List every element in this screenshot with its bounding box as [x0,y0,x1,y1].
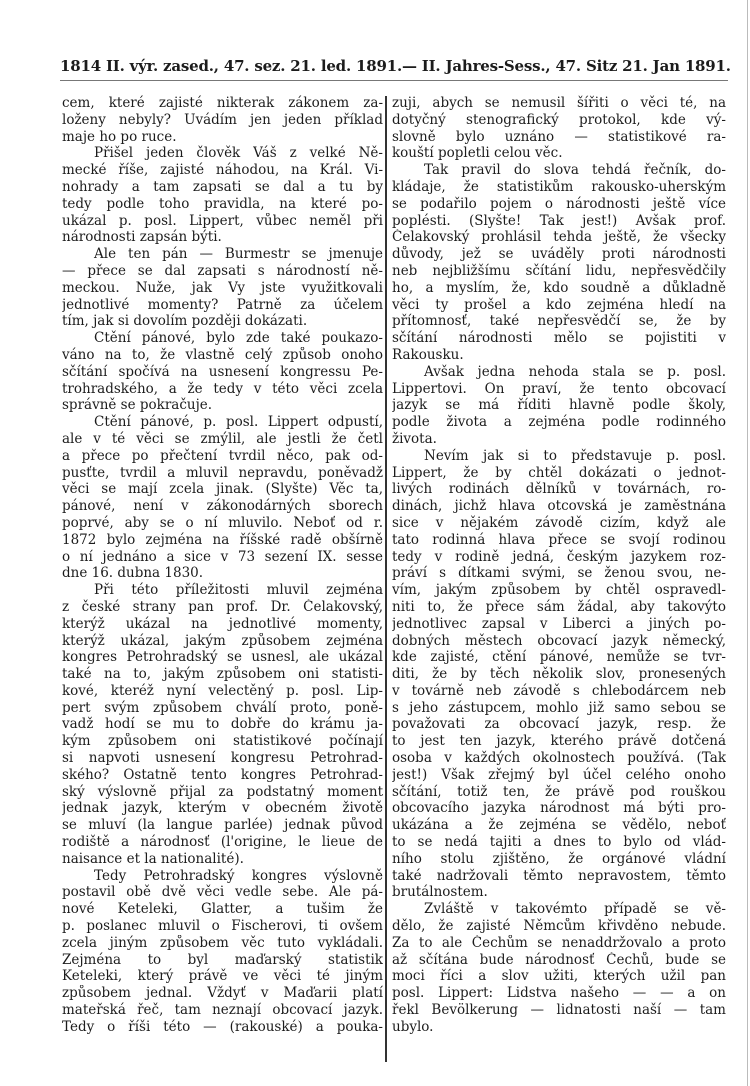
text-line: niti to, že přece sám žádal, aby takovýto [392,598,726,615]
text-line: tím, jak si dovolím později dokázati. [62,313,308,330]
text-line: zuji, abych se nemusil šířiti o věci té, na [392,95,726,111]
text-line: pert svým způsobem chválí proto, poně- [62,699,383,716]
text-line: sčítání spočívá na usnesení kongressu Pe- [62,363,383,380]
text-line: to jest ten jazyk, kterého právě dotčená [392,733,726,750]
text-line: Tak pravil do slova tehdá řečník, do- [424,162,726,179]
text-line: ale v té věci se zmýlil, ale jestli že četl [62,430,383,447]
text-line: slovně bylo uznáno — statistikové ra- [392,128,726,145]
text-line: ský výslovně přijal za podstatný moment [62,783,383,800]
text-line: zcela jiným způsobem věc tuto vykládali. [62,934,383,951]
text-line: poprvé, aby se o ní mluvilo. Neboť od r. [62,514,383,531]
text-line: jest!) Však zřejmý byl účel celého onoho [392,766,726,783]
text-line: práví s dítkami svými, se ženou svou, ne- [392,565,726,582]
text-line: pusťte, tvrdil a mluvil nepravdu, poněvadž [62,464,383,481]
text-line: ho, a myslím, že, kdo soudně a důkladně [392,279,726,296]
text-line: považovati za obcovací jazyk, resp. že [392,716,726,733]
text-line: Keteleki, který právě ve věci té jiným [62,968,383,985]
text-line: dělo, že zajisté Němcům křivděno nebude. [392,918,726,935]
text-line: kouští popletli celou věc. [392,145,563,162]
text-line: sice v nějakém závodě cizím, když ale [392,514,726,531]
paragraph [62,330,383,414]
text-line: naisance et la nationalité). [62,850,244,867]
text-line: správně se pokračuje. [62,397,213,414]
text-line: sčítání, totiž ten, že právě pod rouškou [392,783,726,800]
text-line: postavil obě dvě věci vedle sebe. Ale pá- [62,884,383,901]
text-line: kové, kteréž nyní velectěný p. posl. Lip- [62,682,383,699]
text-line: posl. Lippert: Lidstva našeho — — a on [392,985,726,1002]
text-line: Avšak jedna nehoda stala se p. posl. [424,363,726,380]
text-line: váno na to, že vlastně celý způsob onoho [62,346,383,363]
page-edge [747,0,748,1086]
text-line: se podařilo pojem o národnosti ještě více [392,195,726,212]
text-line: — přece se dal zapsati s národností ně- [62,262,383,279]
text-line: také nadržovali těmto nepravostem, těmto [392,867,726,884]
left-column [62,95,383,1036]
text-line: Lippert, že by chtěl dokázati o jednot- [392,464,726,481]
paragraph [62,868,383,1036]
text-line: to se nedá tajiti a dnes to bylo od vlád- [392,834,726,851]
text-line: života. [392,430,437,447]
text-line: ubylo. [392,1018,434,1035]
text-line: cem, které zajisté nikterak zákonem za- [62,95,383,111]
text-line: neb nejbližšímu sčítání lidu, nepřesvědčily [392,262,726,279]
text-line: ního stolu zjištěno, že orgánové vládní [392,850,726,867]
text-line: sčítání národnosti mělo se pojistiti v [392,330,726,347]
text-line: vadž hodí se mu to dobře do krámu ja- [62,716,383,733]
text-line: poplésti. (Slyšte! Tak jest!) Avšak prof. [392,212,726,229]
paragraph [62,582,383,868]
text-line: také na to, jakým způsobem oni statisti- [62,666,383,683]
text-line: dinách, jichž hlava otcovská je zaměstnána [392,498,726,515]
text-line: nohrady a tam zapsati se dal a tu by [62,178,383,195]
text-line: jednotlivé momenty? Patrně za účelem [62,296,383,313]
text-line: Tedy Petrohradský kongres výslovně [94,867,383,884]
paragraph [392,901,726,1035]
text-line: mateřská řeč, tam neznají obcovací jazyk. [62,1002,383,1019]
text-line: ského? Ostatně tento kongres Petrohrad- [62,766,383,783]
text-line: věci ty prošel a kdo zejména hledí na [392,296,726,313]
text-line: Ale ten pán — Burmestr se jmenuje [94,246,383,263]
text-line: brutálnostem. [392,884,488,901]
header-rule [60,80,728,81]
text-line: moci říci a slov užiti, kterých užil pan [392,968,726,985]
text-line: Ctění pánové, p. posl. Lippert odpustí, [94,414,383,431]
text-line: p. poslanec mluvil o Fischerovi, ti ovšem [62,918,383,935]
text-line: způsobem jednal. Vždyť v Maďarii platí [62,985,383,1002]
text-line: Při této příležitosti mluvil zejména [94,582,383,599]
text-line: důvody, jež se uváděly proti národnosti [392,246,726,263]
text-line: národnosti zapsán býti. [62,229,222,246]
text-line: o ní jednáno a sice v 73 sezení IX. sesse [62,548,383,565]
text-line: Ctění pánové, bylo zde také poukazo- [94,330,383,347]
text-line: jednotlivec zapsal v Liberci a jiných po- [392,615,726,632]
text-line: věci se mají zcela jinak. (Slyšte) Věc ta, [62,481,383,498]
text-line: ukázal p. posl. Lippert, vůbec neměl při [62,212,383,229]
text-line: trohradského, a že tedy v této věci zcela [62,380,383,397]
text-line: kterýž ukázal, jakým způsobem zejména [62,632,383,649]
text-line: diti, že by těch několik slov, pronesených [392,666,726,683]
text-line: si napvoti usnesení kongresu Petrohrad- [62,750,383,767]
text-line: kongres Petrohradský se usnesl, ale ukázal [62,649,383,666]
text-line: Zvláště v takovémto případě se vě- [424,901,726,918]
paragraph [62,414,383,582]
text-line: z české strany pan prof. Dr. Čelakovský, [62,598,383,615]
page-header [60,57,731,75]
text-line: s jeho zástupcem, mohlo již samo sebou se [392,699,726,716]
text-line: a přece po přečtení tvrdil něco, pak od- [62,447,383,464]
text-line: livých rodinách dělníků v továrnách, ro- [392,481,726,498]
text-line: loženy nebyly? Uvádím jen jeden příklad [62,111,383,128]
text-line: Lippertovi. On praví, že tento obcovací [392,380,726,397]
text-line: až sčítána bude národnosť Čechů, bude se [392,951,726,968]
text-line: řekl Bevölkerung — lidnatosti naší — tam [392,1002,726,1019]
text-line: tedy podle toho pravidla, na které po- [62,195,383,212]
text-line: Tedy o říši této — (rakouské) a pouka- [62,1018,383,1035]
text-line: nové Keteleki, Glatter, a tušim že [62,901,383,918]
text-line: dobných městech obcovací jazyk německý, [392,632,726,649]
text-line: Rakousku. [392,346,464,363]
text-line: obcovacího jazyka národnost má býti pro- [392,800,726,817]
paragraph [392,95,726,162]
text-line: Nevím jak si to představuje p. posl. [424,447,726,464]
text-line: kterýž ukázal na jednotlivé momenty, [62,615,383,632]
text-line: kým způsobem oni statistikové počínají [62,733,383,750]
text-line: podle života a zejména podle rodinného [392,414,726,431]
text-line: Čelakovský prohlásil tehda ještě, že všecky [392,229,726,246]
text-line: maje ho po ruce. [62,128,177,145]
text-line: meckou. Nuže, jak Vy jste využitkovali [62,279,383,296]
text-line: mecké říše, zajisté náhodou, na Král. Vi- [62,162,383,179]
right-column [392,95,726,1036]
text-line: kde zajisté, ctění pánové, nemůže se tvr- [392,649,726,666]
text-line: osoba v každých okolnostech používá. (Tak [392,750,726,767]
text-line: pánové, není v zákonodárných sborech [62,498,383,515]
text-line: kládaje, že statistikům rakousko-uherským [392,178,726,195]
text-line: tato rodinná hlava přece se svojí rodinou [392,531,726,548]
paragraph [62,95,383,145]
text-line: rodiště a národnosť (l'origine, le lieue de [62,834,383,851]
column-divider [385,96,387,1062]
text-line: přítomnosť, také nepřesvědčí se, že by [392,313,726,330]
text-line: tedy v rodině jedná, českým jazykem roz- [392,548,726,565]
text-line: se mluví (la langue parlée) jednak původ [62,817,383,834]
paragraph [392,162,726,364]
text-line: v továrně neb závodě s chlebodárcem neb [392,682,726,699]
text-line: Přišel jeden člověk Váš z velké Ně- [94,145,383,162]
paragraph [392,448,726,902]
text-line: dotyčný stenografický protokol, kde vý- [392,111,726,128]
text-line: vím, jakým způsobem by chtěl ospravedl- [392,582,726,599]
header-czech: 1814 II. výr. zased., 47. sez. 21. led. 1891. [60,57,402,75]
text-line: Zejména to byl maďarský statistik [62,951,383,968]
header-german: — II. Jahres-Sess., 47. Sitz 21. Jan 1891. [401,57,731,75]
paragraph [62,145,383,246]
text-line: jazyk se má říditi hlavně podle školy, [392,397,726,414]
paragraph [392,364,726,448]
text-line: Za to ale Čechům se nenaddržovalo a proto [392,934,726,951]
text-line: 1872 bylo zejména na říšské radě obšírně [62,531,383,548]
paragraph [62,246,383,330]
text-line: ukázána a že zejména se vědělo, neboť [392,817,726,834]
text-line: jednak jazyk, kterým v obecném životě [62,800,383,817]
text-line: dne 16. dubna 1830. [62,565,204,582]
